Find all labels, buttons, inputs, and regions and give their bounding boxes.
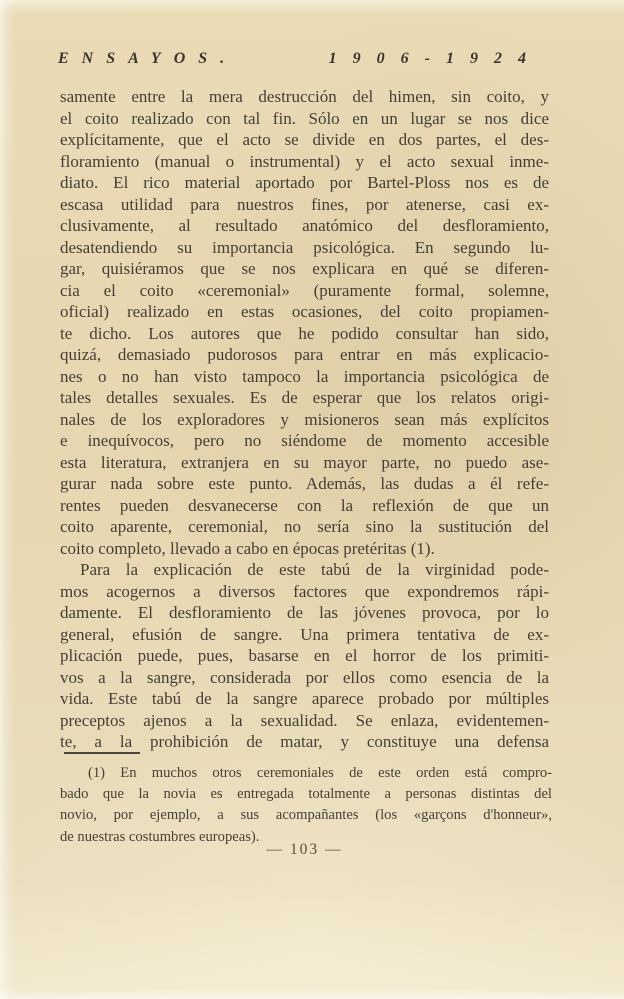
text-line: vos a la sangre, considerada por ellos como esencia de la	[60, 667, 549, 687]
text-line: el coito realizado con tal fin. Sólo en un lugar se nos dice	[60, 108, 549, 128]
text-line: rentes pueden desvanecerse con la reflexión de que un	[60, 495, 549, 515]
text-line: nales de los exploradores y misioneros sean más explícitos	[60, 409, 549, 429]
page-number: — 103 —	[266, 841, 343, 858]
text-line: explícitamente, que el acto se divide en dos partes, el des-	[60, 130, 549, 149]
footnote-separator-rule	[64, 752, 140, 754]
text-line: (1) En muchos otros ceremoniales de este orden está compro-	[88, 765, 552, 781]
text-line: coito completo, llevado a cabo en épocas pretéritas (1).	[60, 538, 435, 558]
text-line: gar, quisiéramos que se nos explicara en qué se diferen-	[60, 259, 549, 278]
text-line: preceptos ajenos a la sexualidad. Se enlaza, evidentemen-	[60, 710, 549, 730]
text-line: te dicho. Los autores que he podido consultar han sido,	[60, 323, 549, 343]
header-title: ENSAYOS.	[58, 50, 238, 67]
text-line: samente entre la mera destrucción del himen, sin coito, y	[60, 87, 549, 106]
text-line: damente. El desfloramiento de las jóvenes provoca, por lo	[60, 603, 549, 622]
paragraph-1	[60, 86, 549, 559]
text-line: tales detalles sexuales. Es de esperar que los relatos origi-	[60, 388, 549, 407]
paragraph-2	[60, 559, 549, 753]
text-line: plicación puede, pues, basarse en el horror de los primiti-	[60, 646, 549, 665]
text-line: clusivamente, al resultado anatómico del desfloramiento,	[60, 216, 549, 235]
running-header	[58, 50, 542, 68]
text-line: cia el coito «ceremonial» (puramente formal, solemne,	[60, 280, 549, 300]
text-line: gurar nada sobre este punto. Además, las dudas a él refe-	[60, 474, 549, 493]
text-line: oficial) realizado en estas ocasiones, del coito propiamen-	[60, 302, 549, 321]
text-line: floramiento (manual o instrumental) y el acto sexual inme-	[60, 151, 549, 171]
text-line: diato. El rico material aportado por Bartel-Ploss nos es de	[60, 173, 549, 192]
header-years: 1906-1924	[328, 50, 542, 67]
text-line: desatendiendo su importancia psicológica. En segundo lu-	[60, 237, 549, 257]
text-line: novio, por ejemplo, a sus acompañantes (los «garçons d'honneur»,	[60, 807, 552, 824]
text-line: Para la explicación de este tabú de la virginidad pode-	[80, 560, 549, 579]
text-line: coito aparente, ceremonial, no sería sino la sustitución del	[60, 517, 549, 536]
footnote	[60, 763, 552, 848]
text-line: escasa utilidad para nuestros fines, por atenerse, casi ex-	[60, 194, 549, 214]
text-line: general, efusión de sangre. Una primera tentativa de ex-	[60, 624, 549, 644]
text-line: quizá, demasiado pudorosos para entrar en más explicacio-	[60, 345, 549, 364]
body-text	[60, 86, 549, 753]
text-line: de nuestras costumbres europeas).	[60, 828, 260, 845]
text-line: esta literatura, extranjera en su mayor parte, no puedo ase-	[60, 452, 549, 472]
text-line: vida. Este tabú de la sangre aparece probado por múltiples	[60, 689, 549, 708]
text-line: te, a la prohibición de matar, y constituye una defensa	[60, 732, 549, 751]
text-line: mos acogernos a diversos factores que expondremos rápi-	[60, 581, 549, 601]
text-line: bado que la novia es entregada totalmente a personas distintas del	[60, 786, 552, 803]
text-line: nes o no han visto tampoco la importancia psicológica de	[60, 366, 549, 386]
text-line: e inequívocos, pero no siéndome de momento accesible	[60, 431, 549, 450]
